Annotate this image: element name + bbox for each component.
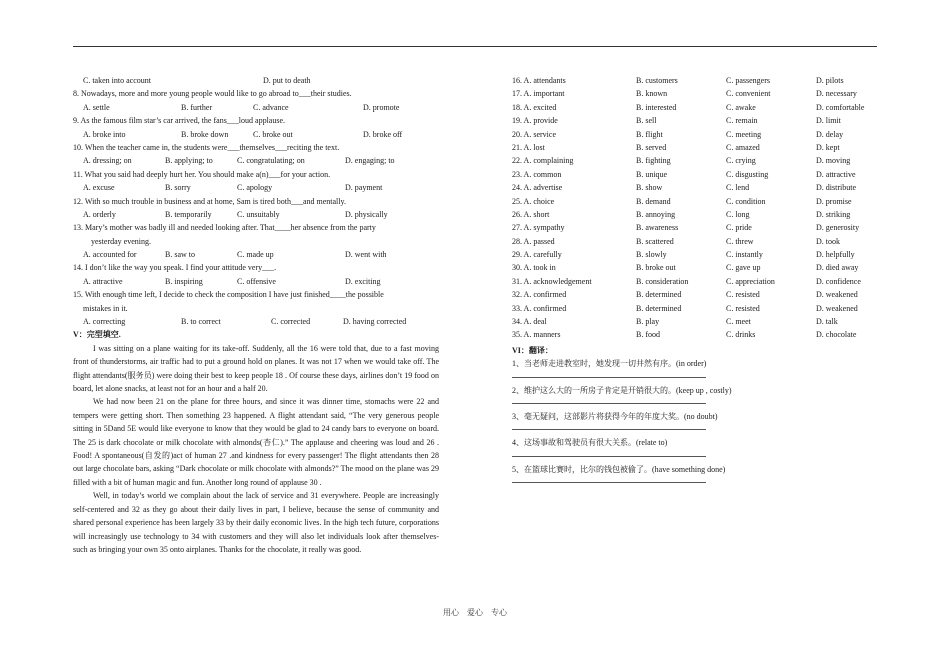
q11-text: 11. What you said had deeply hurt her. You should make a(n)___for your action. [73, 169, 331, 179]
option: B. saw to [165, 250, 195, 260]
answer-line [512, 482, 706, 483]
section-heading-translation: VI：翻译： [512, 345, 553, 355]
cloze-option: D. helpfully [816, 250, 855, 260]
option: D. physically [345, 209, 388, 219]
option: C. broke out [253, 129, 293, 139]
option: D. broke off [363, 129, 403, 139]
option: D. promote [363, 102, 400, 112]
cloze-option: C. resisted [726, 303, 760, 313]
option: A. settle [83, 102, 110, 112]
q10-text: 10. When the teacher came in, the students were___themselves___reciting the text. [73, 142, 340, 152]
cloze-option: C. amazed [726, 142, 760, 152]
cloze-option: C. disgusting [726, 169, 769, 179]
translation-item: 2、维护这么大的一所房子肯定是开销很大的。(keep up , costly) [512, 385, 732, 395]
cloze-option: B. annoying [636, 209, 676, 219]
cloze-option: D. confidence [816, 276, 861, 286]
cloze-option-row [512, 328, 882, 341]
q15-text: 15. With enough time left, I decide to check the composition I have just finished____the possible [73, 290, 384, 300]
option: C. advance [253, 102, 289, 112]
option: C. congratulating; on [237, 156, 305, 166]
answer-line [512, 456, 706, 457]
cloze-option: D. necessary [816, 89, 857, 99]
cloze-option: C. resisted [726, 290, 760, 300]
cloze-option-row [512, 235, 882, 248]
cloze-option: B. unique [636, 169, 668, 179]
right-column [512, 74, 882, 489]
cloze-option: B. broke out [636, 263, 676, 273]
cloze-option-row [512, 101, 882, 114]
option: C. corrected [271, 317, 311, 327]
cloze-option-row [512, 168, 882, 181]
cloze-option: D. took [816, 236, 840, 246]
cloze-option: B. scattered [636, 236, 674, 246]
cloze-option: C. meeting [726, 129, 762, 139]
cloze-option: B. food [636, 330, 660, 340]
cloze-option: D. died away [816, 263, 859, 273]
cloze-option: 27. A. sympathy [512, 223, 565, 233]
section-heading-cloze: V：完型填空. [73, 330, 121, 340]
cloze-option: 28. A. passed [512, 236, 555, 246]
cloze-option-row [512, 181, 882, 194]
option: D. put to death [263, 76, 311, 85]
cloze-option-row [512, 128, 882, 141]
option: D. exciting [345, 276, 381, 286]
cloze-option: C. crying [726, 156, 756, 166]
cloze-option-row [512, 261, 882, 274]
cloze-option: C. long [726, 209, 750, 219]
left-column [73, 74, 439, 556]
cloze-option-row [512, 195, 882, 208]
q15-options [73, 315, 439, 328]
option: B. to correct [181, 317, 221, 327]
cloze-option-row [512, 288, 882, 301]
cloze-options-table [512, 74, 882, 342]
cloze-option: D. delay [816, 129, 844, 139]
cloze-option: C. convenient [726, 89, 771, 99]
option: B. sorry [165, 183, 191, 193]
option: D. having corrected [343, 317, 407, 327]
option: C. made up [237, 250, 274, 260]
answer-line [512, 429, 706, 430]
cloze-paragraph-1: I was sitting on a plane waiting for its take-off. Suddenly, all the 16 were told that, due to a fast moving front of thunderstorms, air traffic had to put a ground hold on planes. It was not 17 when we would take off. The flight attendants(服务员) were doing their best to keep people 18 . Of course these days, airlines don’t 19 food on board, let alone snacks, at least not for an hour and a half 20. [73, 343, 439, 394]
q7-options [73, 74, 439, 87]
cloze-option: B. served [636, 142, 667, 152]
cloze-option: C. remain [726, 116, 758, 126]
cloze-option: 23. A. common [512, 169, 562, 179]
q14-text: 14. I don’t like the way you speak. I find your attitude very___. [73, 263, 277, 273]
cloze-option-row [512, 74, 882, 87]
cloze-option: C. drinks [726, 330, 756, 340]
translation-item: 3、毫无疑问，这部影片将获得今年的年度大奖。(no doubt) [512, 412, 718, 422]
option: D. engaging; to [345, 156, 395, 166]
cloze-option: 34. A. deal [512, 317, 547, 327]
cloze-option: B. demand [636, 196, 671, 206]
cloze-option: B. flight [636, 129, 663, 139]
cloze-paragraph-3: Well, in today’s world we complain about the lack of service and 31 everywhere. People are increasingly self-centered and 32 as they go about their daily lives in part, I believe, because the sense of community and shared personal experience has been largely 33 by their daily economic lives. In the high tech future, corporations will increasingly use technology to 34 with customers and they will also let individuals look after themselves-such as bringing your own 35 onto airplanes. Thanks for the chocolate, it really was good. [73, 491, 439, 554]
option: A. accounted for [83, 250, 137, 260]
cloze-option-row [512, 141, 882, 154]
cloze-option: D. talk [816, 317, 838, 327]
cloze-option: D. striking [816, 209, 851, 219]
cloze-option: C. gave up [726, 263, 761, 273]
option: A. broke into [83, 129, 126, 139]
cloze-option-row [512, 248, 882, 261]
option: B. temporarily [165, 209, 212, 219]
cloze-option: D. promise [816, 196, 852, 206]
option: D. payment [345, 183, 383, 193]
cloze-option: C. lend [726, 183, 750, 193]
cloze-option: B. determined [636, 303, 682, 313]
cloze-option: B. play [636, 317, 660, 327]
q12-text: 12. With so much trouble in business and at home, Sam is tired both___and mentally. [73, 196, 346, 206]
cloze-option: 35. A. manners [512, 330, 561, 340]
q13-text: 13. Mary’s mother was badly ill and needed looking after. That____her absence from the party [73, 223, 376, 233]
translation-list [512, 357, 882, 483]
cloze-option-row [512, 221, 882, 234]
cloze-option: 22. A. complaining [512, 156, 574, 166]
cloze-option: C. condition [726, 196, 766, 206]
q11-options [73, 181, 439, 194]
cloze-option: 29. A. carefully [512, 250, 562, 260]
cloze-option-row [512, 114, 882, 127]
option: B. broke down [181, 129, 229, 139]
option: A. excuse [83, 183, 115, 193]
header-rule [73, 46, 877, 47]
q13-text-continued: yesterday evening. [91, 236, 151, 246]
page-footer: 用心 爱心 专心 [443, 608, 507, 617]
cloze-option: C. instantly [726, 250, 763, 260]
cloze-option: C. pride [726, 223, 752, 233]
cloze-option: D. generosity [816, 223, 860, 233]
q8-options [73, 101, 439, 114]
cloze-option: D. moving [816, 156, 851, 166]
cloze-option: 31. A. acknowledgement [512, 276, 592, 286]
cloze-option: 32. A. confirmed [512, 290, 567, 300]
cloze-option: C. passengers [726, 76, 770, 85]
q12-options [73, 208, 439, 221]
cloze-option: B. determined [636, 290, 682, 300]
cloze-option: D. kept [816, 142, 840, 152]
cloze-option: C. threw [726, 236, 754, 246]
cloze-option: 30. A. took in [512, 263, 556, 273]
option: B. further [181, 102, 213, 112]
cloze-option: 33. A. confirmed [512, 303, 567, 313]
cloze-option: B. fighting [636, 156, 671, 166]
cloze-option: 24. A. advertise [512, 183, 563, 193]
cloze-option-row [512, 275, 882, 288]
cloze-paragraph-2: We had now been 21 on the plane for three hours, and since it was dinner time, stomachs were 22 and tempers were getting short. Then something 23 happened. A flight attendant said, “The very generous people sitting in 5Dand 5E would like everyone to know that they would be glad to 24 candy bars to everyone on board. The 25 is dark chocolate or milk chocolate with almonds(杏仁).” The applause and cheering was loud and 26 . Food! A spontaneous(自发的)act of human 27 .and kindness for every passenger! The flight attendants then 28 out large chocolate bars, asking “Dark chocolate or milk chocolate with almonds?” The mood on the plane was 29 filled with a bit of human magic and fun. Another long round of applause 30 . [73, 397, 439, 487]
cloze-option: C. appreciation [726, 276, 775, 286]
cloze-option: D. pilots [816, 76, 844, 85]
q14-options [73, 275, 439, 288]
answer-line [512, 403, 706, 404]
option: C. unsuitably [237, 209, 280, 219]
translation-item: 1、当老师走进教室时，她发现一切井然有序。(in order) [512, 359, 707, 369]
q9-options [73, 128, 439, 141]
cloze-option: 20. A. service [512, 129, 556, 139]
cloze-option: B. customers [636, 76, 678, 85]
option: C. taken into account [83, 76, 151, 85]
cloze-option: B. interested [636, 102, 677, 112]
cloze-option: 18. A. excited [512, 102, 557, 112]
answer-line [512, 377, 706, 378]
cloze-option: 26. A. short [512, 209, 550, 219]
cloze-option-row [512, 154, 882, 167]
option: A. correcting [83, 317, 126, 327]
q13-options [73, 248, 439, 261]
option: C. apology [237, 183, 273, 193]
translation-item: 5、在篮球比赛时，比尔的钱包被偷了。(have something done) [512, 464, 726, 474]
translation-item: 4、这场事故和驾驶员有很大关系。(relate to) [512, 438, 668, 448]
cloze-option: B. known [636, 89, 668, 99]
cloze-option-row [512, 208, 882, 221]
q15-text-continued: mistakes in it. [83, 303, 128, 313]
cloze-option: B. slowly [636, 250, 667, 260]
option: D. went with [345, 250, 387, 260]
option: A. dressing; on [83, 156, 132, 166]
cloze-option-row [512, 302, 882, 315]
q10-options [73, 154, 439, 167]
cloze-option: D. distribute [816, 183, 856, 193]
cloze-option: D. limit [816, 116, 841, 126]
cloze-option-row [512, 315, 882, 328]
q9-text: 9. As the famous film star’s car arrived, the fans___loud applause. [73, 116, 286, 126]
q8-text: 8. Nowadays, more and more young people would like to go abroad to___their studies. [73, 89, 352, 99]
option: B. inspiring [165, 276, 203, 286]
cloze-option: 19. A. provide [512, 116, 558, 126]
cloze-option: C. meet [726, 317, 751, 327]
cloze-option: B. awareness [636, 223, 679, 233]
cloze-option: D. attractive [816, 169, 856, 179]
cloze-option: D. chocolate [816, 330, 857, 340]
cloze-option: D. weakened [816, 290, 858, 300]
cloze-option: B. show [636, 183, 663, 193]
cloze-option: B. sell [636, 116, 657, 126]
cloze-option: D. comfortable [816, 102, 865, 112]
cloze-option: 16. A. attendants [512, 76, 566, 85]
cloze-option: C. awake [726, 102, 756, 112]
option: A. attractive [83, 276, 123, 286]
cloze-option: 17. A. important [512, 89, 565, 99]
cloze-option: 25. A. choice [512, 196, 555, 206]
option: C. offensive [237, 276, 276, 286]
cloze-option-row [512, 87, 882, 100]
cloze-option: D. weakened [816, 303, 858, 313]
cloze-option: 21. A. lost [512, 142, 545, 152]
option: B. applying; to [165, 156, 213, 166]
cloze-option: B. consideration [636, 276, 689, 286]
option: A. orderly [83, 209, 116, 219]
